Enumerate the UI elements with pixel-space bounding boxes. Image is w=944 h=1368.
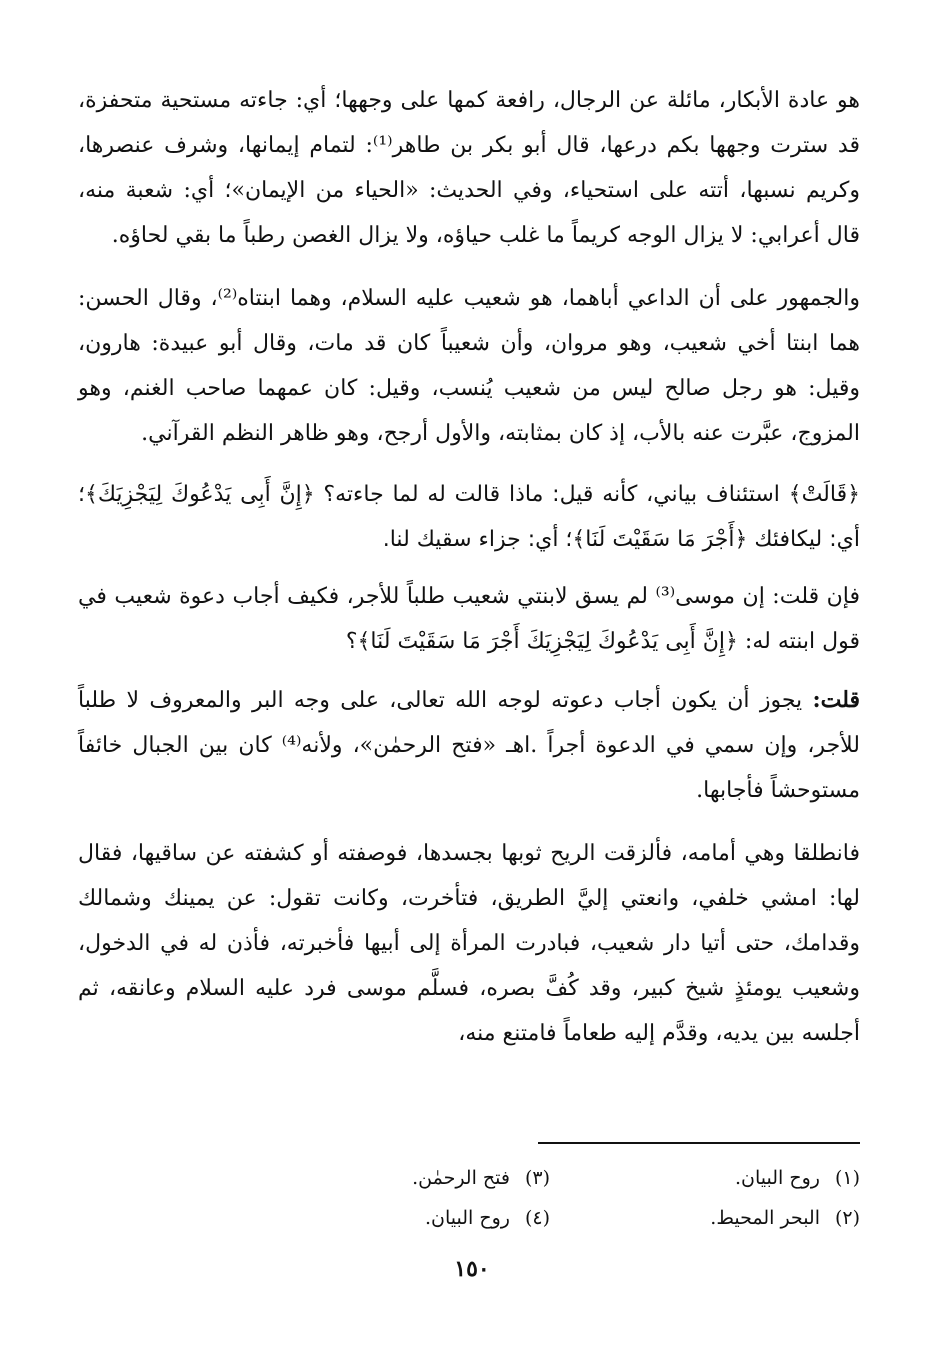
paragraph-1: هو عادة الأبكار، مائلة عن الرجال، رافعة كمها على وجهها؛ أي: جاءته مستحية متحفزة، قد سترت وجهها بكم درعها، قال أبو بكر بن طاهر⁽¹⁾: لتمام إيمانها، وشرف عنصرها، وكريم نسبها، أتته على استحياء، وفي الحديث: «الحياء من الإيمان»؛ أي: شعبة منه، قال أعرابي: لا يزال الوجه كريماً ما غلب حياؤه، ولا يزال الغصن رطباً ما بقي لحاؤه. (78, 88, 861, 248)
footnote-3 (250, 1158, 550, 1198)
paragraph-6: فانطلقا وهي أمامه، فألزقت الريح ثوبها بجسدها، فوصفته أو كشفته عن ساقيها، فقال لها: امشي خلفي، وانعتي إليَّ الطريق، فتأخرت، وكانت تقول: عن يمينك وشمالك وقدامك، حتى أتيا دار شعيب، فبادرت المرأة إلى أبيها فأخبرته، فأذن له في الدخول، وشعيب يومئذٍ شيخ كبير، وقد كُفَّ بصره، فسلَّم موسى فرد عليه السلام وعانقه، ثم أجلسه بين يديه، وقدَّم إليه طعاماً فامتنع منه، (78, 841, 860, 1046)
footnotes (250, 1158, 860, 1238)
footnote-1 (550, 1158, 860, 1198)
footnote-3-text: فتح الرحمٰن. (412, 1167, 510, 1189)
footnote-2-text: البحر المحيط. (710, 1207, 820, 1229)
paragraph-5 (78, 678, 860, 813)
main-text (78, 78, 860, 1070)
paragraph-2: والجمهور على أن الداعي أباهما، هو شعيب عليه السلام، وهما ابنتاه⁽²⁾، وقال الحسن: هما ابنتا أخي شعيب، وهو مروان، وأن شعيباً كان قد مات، وقال أبو عبيدة: هارون، وقيل: هو رجل صالح ليس من شعيب يُنسب، وقيل: كان عمهما صاحب الغنم، وهو المزوج، عبَّرت عنه بالأب، إذ كان بمثابته، والأول أرجح، وهو ظاهر النظم القرآني. (78, 286, 860, 446)
footnote-4-number: (٤) (524, 1207, 550, 1229)
page-number: ١٥٠ (454, 1256, 490, 1282)
paragraph-5-text: يجوز أن يكون أجاب دعوته لوجه الله تعالى، على وجه البر والمعروف لا طلباً للأجر، وإن سمي في الدعوة أجراً .اهـ «فتح الرحمٰن»، ولأنه⁽⁴⁾ كان بين الجبال خائفاً مستوحشاً فأجابها. (78, 688, 860, 803)
footnote-3-number: (٣) (524, 1167, 550, 1189)
paragraph-4: فإن قلت: إن موسى⁽³⁾ لم يسق لابنتي شعيب طلباً للأجر، فكيف أجاب دعوة شعيب في قول ابنته له: ﴿إِنَّ أَبِى يَدْعُوكَ لِيَجْزِيَكَ أَجْرَ مَا سَقَيْتَ لَنَا﴾؟ (78, 584, 861, 654)
footnote-4-text: روح البيان. (425, 1207, 510, 1229)
footnote-4 (250, 1198, 550, 1238)
paragraph-3: ﴿قَالَتْ﴾ استئناف بياني، كأنه قيل: ماذا قالت له لما جاءته؟ ﴿إِنَّ أَبِى يَدْعُوكَ لِيَجْزِيَكَ﴾؛ أي: ليكافئك ﴿أَجْرَ مَا سَقَيْتَ لَنَا﴾؛ أي: جزاء سقيك لنا. (78, 482, 860, 552)
footnote-1-number: (١) (834, 1167, 860, 1189)
paragraph-5-lead: قلت: (812, 687, 860, 713)
footnote-1-text: روح البيان. (735, 1167, 820, 1189)
footnote-divider (538, 1142, 860, 1144)
footnote-2 (550, 1198, 860, 1238)
footnote-2-number: (٢) (834, 1207, 860, 1229)
